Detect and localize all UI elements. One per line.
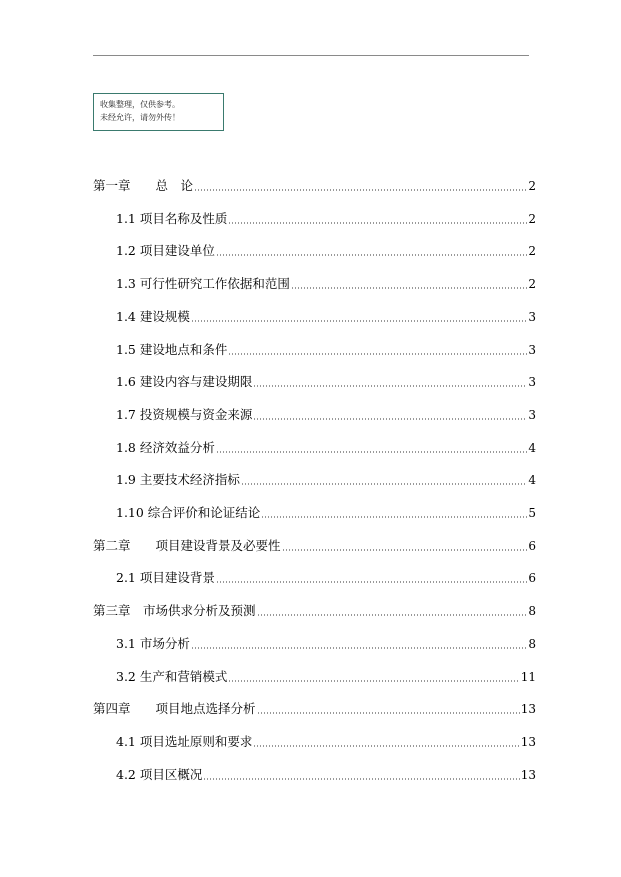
toc-page-number: 2 <box>528 212 536 226</box>
toc-section-entry[interactable] <box>116 210 536 228</box>
toc-entry-label: 4.1 项目选址原则和要求 <box>116 734 253 749</box>
toc-section-entry[interactable] <box>116 275 536 293</box>
toc-entry-label: 1.9 主要技术经济指标 <box>116 472 240 487</box>
toc-dot-leader <box>282 549 528 551</box>
toc-entry-label: 3.2 生产和营销模式 <box>116 669 228 684</box>
toc-page-number: 6 <box>528 539 536 553</box>
toc-entry-label: 第一章 总 论 <box>93 178 194 193</box>
toc-dot-leader <box>194 189 527 191</box>
toc-dot-leader <box>216 451 528 453</box>
toc-chapter-entry[interactable] <box>93 602 536 620</box>
toc-entry-label: 1.7 投资规模与资金来源 <box>116 407 253 422</box>
toc-section-entry[interactable] <box>116 373 536 391</box>
toc-chapter-entry[interactable] <box>93 177 536 195</box>
toc-entry-label: 1.6 建设内容与建设期限 <box>116 374 253 389</box>
toc-section-entry[interactable] <box>116 308 536 326</box>
toc-page-number: 11 <box>520 670 536 684</box>
toc-page-number: 3 <box>528 408 536 422</box>
toc-dot-leader <box>257 712 520 714</box>
toc-page-number: 8 <box>528 637 536 651</box>
toc-page-number: 13 <box>520 735 536 749</box>
toc-dot-leader <box>203 778 519 780</box>
toc-page-number: 2 <box>528 277 536 291</box>
toc-section-entry[interactable] <box>116 766 536 784</box>
toc-page-number: 2 <box>528 179 536 193</box>
toc-entry-label: 3.1 市场分析 <box>116 636 190 651</box>
toc-chapter-entry[interactable] <box>93 700 536 718</box>
notice-line-1: 收集整理，仅供参考。 <box>100 100 180 109</box>
toc-dot-leader <box>228 353 527 355</box>
toc-page-number: 5 <box>528 506 536 520</box>
toc-entry-label: 第三章 市场供求分析及预测 <box>93 603 256 618</box>
toc-section-entry[interactable] <box>116 242 536 260</box>
toc-dot-leader <box>291 287 528 289</box>
toc-dot-leader <box>228 222 527 224</box>
toc-section-entry[interactable] <box>116 668 536 686</box>
toc-entry-label: 1.3 可行性研究工作依据和范围 <box>116 276 290 291</box>
toc-entry-label: 1.2 项目建设单位 <box>116 243 215 258</box>
toc-entry-label: 1.10 综合评价和论证结论 <box>116 505 261 520</box>
toc-entry-label: 1.8 经济效益分析 <box>116 440 215 455</box>
toc-page-number: 13 <box>520 768 536 782</box>
toc-section-entry[interactable] <box>116 733 536 751</box>
notice-line-2: 未经允许，请勿外传！ <box>100 113 180 122</box>
toc-section-entry[interactable] <box>116 569 536 587</box>
toc-section-entry[interactable] <box>116 341 536 359</box>
toc-page-number: 3 <box>528 375 536 389</box>
toc-dot-leader <box>253 385 527 387</box>
toc-section-entry[interactable] <box>116 504 536 522</box>
toc-dot-leader <box>253 418 527 420</box>
toc-page-number: 8 <box>528 604 536 618</box>
toc-entry-label: 第二章 项目建设背景及必要性 <box>93 538 281 553</box>
toc-section-entry[interactable] <box>116 635 536 653</box>
toc-page-number: 3 <box>528 343 536 357</box>
toc-section-entry[interactable] <box>116 439 536 457</box>
toc-dot-leader <box>261 516 527 518</box>
toc-dot-leader <box>241 483 528 485</box>
toc-page-number: 3 <box>528 310 536 324</box>
toc-entry-label: 1.4 建设规模 <box>116 309 190 324</box>
toc-dot-leader <box>216 581 528 583</box>
toc-dot-leader <box>253 745 519 747</box>
toc-entry-label: 1.1 项目名称及性质 <box>116 211 228 226</box>
toc-page-number: 13 <box>520 702 536 716</box>
toc-page-number: 6 <box>528 571 536 585</box>
toc-entry-label: 2.1 项目建设背景 <box>116 570 215 585</box>
toc-dot-leader <box>191 647 528 649</box>
toc-entry-label: 4.2 项目区概况 <box>116 767 203 782</box>
toc-entry-label: 第四章 项目地点选择分析 <box>93 701 256 716</box>
toc-dot-leader <box>228 680 519 682</box>
toc-dot-leader <box>191 320 528 322</box>
toc-page-number: 2 <box>528 244 536 258</box>
toc-section-entry[interactable] <box>116 471 536 489</box>
toc-chapter-entry[interactable] <box>93 537 536 555</box>
toc-page-number: 4 <box>528 473 536 487</box>
toc-page-number: 4 <box>528 441 536 455</box>
toc-dot-leader <box>257 614 528 616</box>
toc-entry-label: 1.5 建设地点和条件 <box>116 342 228 357</box>
toc-dot-leader <box>216 254 528 256</box>
toc-section-entry[interactable] <box>116 406 536 424</box>
